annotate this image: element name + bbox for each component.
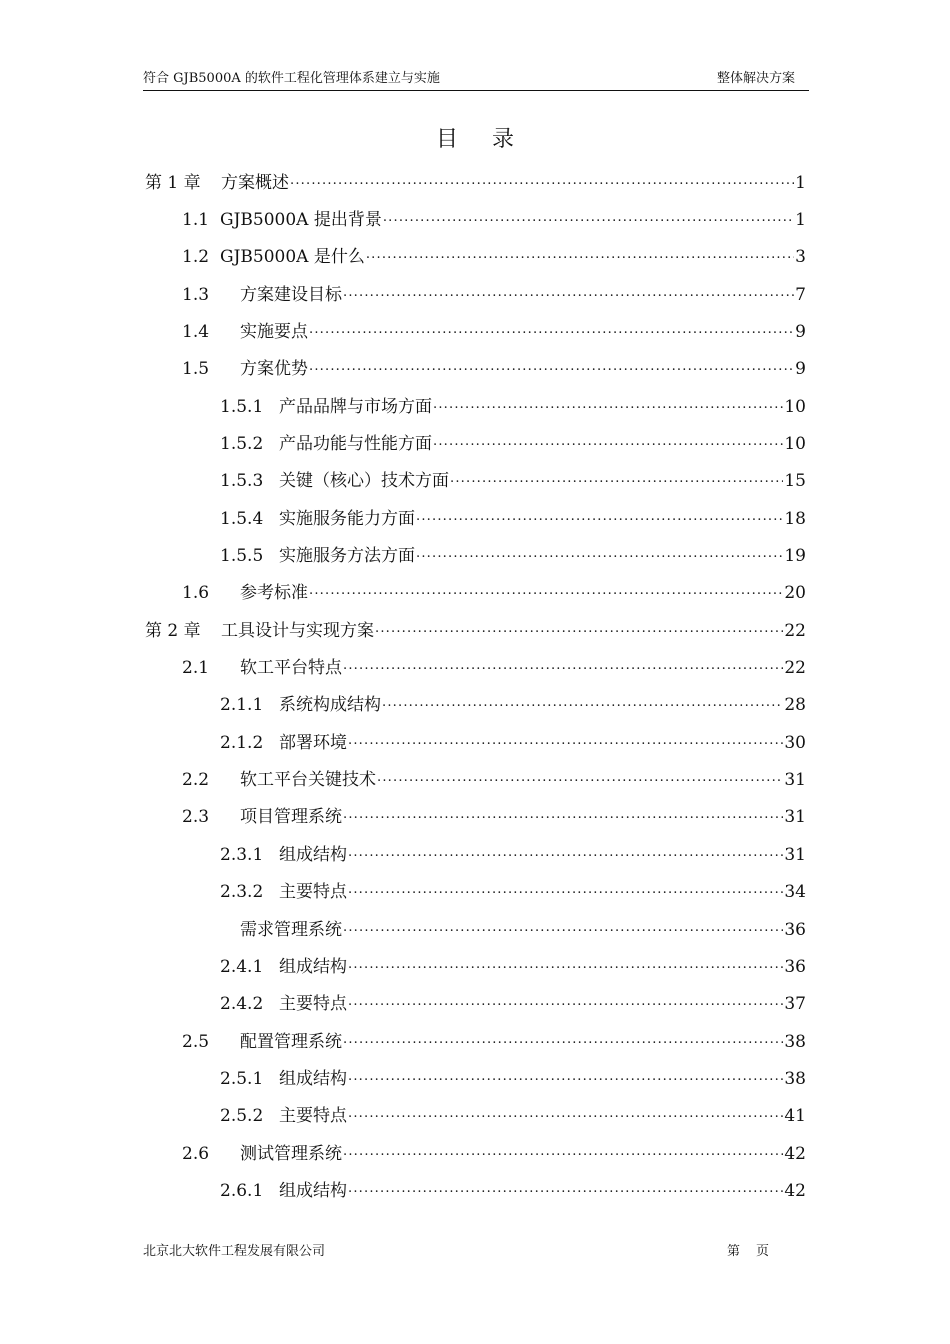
toc-entry[interactable] (220, 948, 806, 985)
toc-entry-page: 19 (784, 546, 806, 566)
toc-entry-title: 软工平台关键技术 (240, 770, 376, 791)
footer-page-label: 第页 (726, 1244, 785, 1259)
toc-entry-title: 主要特点 (279, 1106, 347, 1127)
toc-entry-number: 1.5.5 (220, 546, 264, 566)
toc-entry-title: 配置管理系统 (240, 1031, 342, 1052)
toc-entry[interactable] (182, 239, 806, 276)
toc-entry-page: 42 (784, 1143, 806, 1164)
toc-leader-dots (290, 173, 794, 193)
toc-entry-title: 产品功能与性能方面 (279, 433, 432, 454)
toc-entry[interactable] (182, 1023, 806, 1060)
toc-entry-number: 2.6 (182, 1143, 210, 1164)
toc-entry-number: 2.1 (182, 658, 210, 679)
toc-leader-dots (348, 1106, 783, 1126)
toc-entry-title: 方案建设目标 (240, 284, 342, 305)
toc-entry-number: 1.3 (182, 284, 210, 305)
toc-entry[interactable] (182, 276, 806, 313)
toc-entry-title: 测试管理系统 (240, 1143, 342, 1164)
toc-entry-number: 2.5.2 (220, 1106, 264, 1127)
toc-entry-number: 1.6 (182, 583, 210, 604)
toc-entry[interactable] (182, 1135, 806, 1172)
toc-entry[interactable] (182, 575, 806, 612)
toc-entry-title: 项目管理系统 (240, 807, 342, 828)
toc-entry-page: 9 (795, 321, 806, 342)
toc-entry[interactable] (220, 687, 806, 724)
toc-entry[interactable] (182, 650, 806, 687)
toc-entry-number: 第 1 章 (145, 172, 201, 193)
toc-entry-number: 1.5.3 (220, 471, 264, 492)
toc-entry-page: 9 (795, 359, 806, 380)
toc-entry-number: 1.4 (182, 321, 210, 342)
toc-entry[interactable] (220, 724, 806, 761)
toc-entry[interactable] (220, 538, 806, 575)
toc-entry[interactable] (182, 762, 806, 799)
toc-entry-page: 31 (784, 844, 806, 865)
toc-entry-page: 7 (795, 284, 806, 305)
toc-leader-dots (383, 210, 794, 230)
toc-leader-dots (343, 285, 794, 305)
toc-leader-dots (450, 471, 783, 491)
toc-leader-dots (309, 359, 794, 379)
toc-entry-title: GJB5000A 提出背景 (220, 209, 382, 230)
toc-entry-number: 2.5 (182, 1031, 210, 1052)
toc-entry-number: 2.3.1 (220, 844, 264, 865)
toc-entry-page: 10 (784, 396, 806, 417)
toc-entry-title: 组成结构 (279, 1068, 347, 1089)
toc-entry-page: 42 (784, 1180, 806, 1201)
toc-entry-number: 1.5.4 (220, 508, 264, 529)
toc-leader-dots (348, 1181, 783, 1201)
toc-entry-number: 1.2 (182, 247, 210, 268)
toc-entry-page: 15 (784, 471, 806, 492)
toc-entry-page: 3 (795, 247, 806, 268)
toc-leader-dots (366, 247, 794, 267)
toc-leader-dots (348, 957, 783, 977)
toc-entry-page: 36 (784, 956, 806, 977)
toc-entry-title: 产品品牌与市场方面 (279, 396, 432, 417)
toc-entry[interactable] (182, 201, 806, 238)
toc-leader-dots (416, 509, 783, 529)
toc-leader-dots (343, 1032, 783, 1052)
toc-entry[interactable] (220, 1172, 806, 1209)
toc-entry-title: 工具设计与实现方案 (221, 620, 374, 641)
toc-entry-page: 31 (784, 807, 806, 828)
toc-entry-number: 2.1.1 (220, 695, 264, 716)
toc-entry-number: 1.5.2 (220, 433, 264, 454)
toc-entry-title: 组成结构 (279, 1180, 347, 1201)
toc-entry-number: 2.6.1 (220, 1180, 264, 1201)
toc-entry[interactable] (220, 463, 806, 500)
toc-entry-title: 方案概述 (221, 172, 289, 193)
toc-entry-number: 2.2 (182, 770, 210, 791)
toc-leader-dots (433, 434, 783, 454)
toc-entry[interactable] (220, 1098, 806, 1135)
toc-leader-dots (433, 397, 783, 417)
toc-leader-dots (348, 882, 783, 902)
toc-entry-title: 系统构成结构 (279, 695, 381, 716)
toc-leader-dots (377, 770, 783, 790)
toc-entry-page: 41 (784, 1106, 806, 1127)
toc-entry-page: 38 (784, 1068, 806, 1089)
toc-entry-title: 软工平台特点 (240, 658, 342, 679)
toc-entry[interactable] (182, 799, 806, 836)
toc-entry-title: 关键（核心）技术方面 (279, 471, 449, 492)
toc-leader-dots (382, 695, 783, 715)
toc-title: 目录 (435, 127, 548, 152)
toc-entry-page: 37 (784, 994, 806, 1015)
toc-entry[interactable] (220, 388, 806, 425)
toc-entry-number: 2.4.1 (220, 956, 264, 977)
toc-entry[interactable] (182, 911, 806, 948)
toc-leader-dots (348, 845, 783, 865)
toc-entry-number: 第 2 章 (145, 620, 201, 641)
toc-entry[interactable] (220, 425, 806, 462)
toc-entry-number: 2.3.2 (220, 882, 264, 903)
toc-entry-page: 31 (784, 770, 806, 791)
toc-entry-page: 28 (784, 695, 806, 716)
toc-entry[interactable] (220, 986, 806, 1023)
toc-entry-title: 主要特点 (279, 882, 347, 903)
toc-entry-page: 10 (784, 433, 806, 454)
toc-entry[interactable] (182, 351, 806, 388)
header-document-title: 符合 GJB5000A 的软件工程化管理体系建立与实施 (143, 71, 440, 86)
toc-entry-title: 主要特点 (279, 994, 347, 1015)
toc-entry-page: 34 (784, 882, 806, 903)
toc-leader-dots (348, 994, 783, 1014)
toc-entry-title: 组成结构 (279, 844, 347, 865)
toc-entry-title: 组成结构 (279, 956, 347, 977)
toc-entry-title: 实施服务能力方面 (279, 508, 415, 529)
toc-leader-dots (309, 322, 794, 342)
toc-leader-dots (309, 583, 783, 603)
toc-entry-title: 实施服务方法方面 (279, 546, 415, 566)
toc-entry[interactable] (145, 612, 806, 649)
toc-entry-page: 38 (784, 1031, 806, 1052)
header-section-title: 整体解决方案 (716, 71, 795, 86)
toc-entry[interactable] (220, 500, 806, 537)
toc-entry-page: 1 (795, 209, 806, 230)
toc-entry-number: 2.4.2 (220, 994, 264, 1015)
toc-entry-number: 2.3 (182, 807, 210, 828)
toc-entry-page: 18 (784, 508, 806, 529)
toc-entry-title: 参考标准 (240, 583, 308, 604)
toc-entry[interactable] (220, 874, 806, 911)
toc-leader-dots (416, 546, 783, 566)
toc-leader-dots (348, 1069, 783, 1089)
toc-entry-page: 30 (784, 732, 806, 753)
toc-entry[interactable] (220, 1060, 806, 1097)
toc-leader-dots (343, 1144, 783, 1164)
toc-leader-dots (343, 658, 783, 678)
toc-entry[interactable] (182, 313, 806, 350)
toc-leader-dots (348, 733, 783, 753)
footer-company: 北京北大软件工程发展有限公司 (143, 1244, 326, 1259)
toc-leader-dots (375, 621, 783, 641)
toc-entry-page: 22 (784, 620, 806, 641)
toc-entry-number: 1.1 (182, 209, 210, 230)
toc-entry-number: 1.5.1 (220, 396, 264, 417)
toc-entry-title: 方案优势 (240, 359, 308, 380)
page-header (143, 70, 809, 91)
toc-leader-dots (343, 920, 783, 940)
toc-entry-number: 2.1.2 (220, 732, 264, 753)
toc-entry-number: 1.5 (182, 359, 210, 380)
toc-entry-page: 36 (784, 919, 806, 940)
toc-entry-number: 2.5.1 (220, 1068, 264, 1089)
toc-entry-page: 22 (784, 658, 806, 679)
toc-entry-title: 需求管理系统 (240, 919, 342, 940)
toc-entry-title: 部署环境 (279, 732, 347, 753)
page-footer (143, 1240, 809, 1260)
toc-entry-title: 实施要点 (240, 321, 308, 342)
toc-entry[interactable] (220, 836, 806, 873)
toc-entry-page: 20 (784, 583, 806, 604)
toc-entry-page: 1 (795, 172, 806, 193)
toc-leader-dots (343, 807, 783, 827)
toc-entry[interactable] (145, 164, 806, 201)
toc-entry-title: GJB5000A 是什么 (220, 247, 365, 268)
